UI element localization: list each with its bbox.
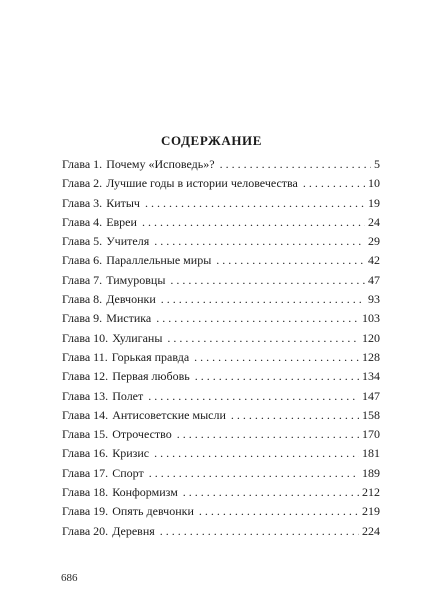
dot-leader bbox=[194, 348, 359, 367]
page-number: 24 bbox=[368, 214, 380, 229]
chapter-title: Кризис bbox=[112, 446, 150, 461]
chapter-title: Первая любовь bbox=[112, 369, 190, 384]
toc-entry bbox=[62, 522, 380, 541]
page-number: 93 bbox=[368, 292, 380, 307]
page-number: 47 bbox=[368, 272, 380, 287]
dot-leader bbox=[199, 502, 359, 521]
page-number: 42 bbox=[368, 253, 380, 268]
page-number: 224 bbox=[362, 523, 380, 538]
dot-leader bbox=[170, 271, 365, 290]
chapter-title: Горькая правда bbox=[111, 349, 190, 364]
toc-entry bbox=[62, 464, 380, 483]
page-number: 120 bbox=[362, 330, 380, 345]
toc-entry bbox=[62, 502, 380, 521]
toc-entry bbox=[62, 329, 380, 348]
toc-entry bbox=[62, 194, 380, 213]
toc-entry bbox=[62, 213, 380, 232]
page-number: 10 bbox=[368, 176, 380, 191]
page-number: 103 bbox=[362, 311, 380, 326]
page-number: 189 bbox=[362, 465, 380, 480]
page-number: 29 bbox=[368, 234, 380, 249]
dot-leader bbox=[148, 387, 359, 406]
dot-leader bbox=[216, 251, 365, 270]
toc-entry bbox=[62, 348, 380, 367]
chapter-title: Параллельные миры bbox=[106, 253, 212, 268]
chapter-number: Глава 1. bbox=[62, 157, 103, 171]
chapter-title: Спорт bbox=[112, 465, 144, 480]
chapter-title: Деревня bbox=[112, 523, 155, 538]
page-number: 212 bbox=[362, 485, 380, 500]
chapter-title: Девчонки bbox=[106, 292, 156, 307]
dot-leader bbox=[145, 194, 365, 213]
page-number: 128 bbox=[362, 349, 380, 364]
dot-leader bbox=[154, 444, 359, 463]
toc-entry bbox=[62, 232, 380, 251]
chapter-title: Полет bbox=[112, 388, 144, 403]
chapter-title: Антисоветские мысли bbox=[112, 407, 226, 422]
page-number: 5 bbox=[374, 157, 380, 171]
chapter-number: Глава 15. bbox=[62, 427, 109, 442]
toc-entry bbox=[62, 271, 380, 290]
page-title: СОДЕРЖАНИЕ bbox=[160, 132, 263, 148]
page-number: 158 bbox=[362, 407, 380, 422]
dot-leader bbox=[303, 174, 365, 193]
chapter-number: Глава 18. bbox=[62, 485, 109, 500]
dot-leader bbox=[156, 309, 359, 328]
chapter-number: Глава 8. bbox=[62, 292, 103, 307]
chapter-title: Конформизм bbox=[112, 485, 178, 500]
chapter-title: Отрочество bbox=[112, 427, 172, 442]
chapter-title: Учителя bbox=[106, 234, 150, 249]
toc-entry bbox=[62, 155, 380, 174]
page-number: 147 bbox=[362, 388, 380, 403]
chapter-number: Глава 19. bbox=[62, 504, 109, 519]
chapter-number: Глава 13. bbox=[62, 388, 109, 403]
page-number: 170 bbox=[362, 427, 380, 442]
chapter-title: Китыч bbox=[106, 195, 140, 210]
chapter-number: Глава 16. bbox=[62, 446, 109, 461]
dot-leader bbox=[231, 406, 359, 425]
chapter-title: Опять девчонки bbox=[112, 504, 194, 519]
page-number: 19 bbox=[368, 195, 380, 210]
dot-leader bbox=[142, 213, 365, 232]
table-of-contents bbox=[62, 155, 380, 541]
dot-leader bbox=[177, 425, 359, 444]
chapter-number: Глава 2. bbox=[62, 176, 103, 191]
toc-entry bbox=[62, 444, 380, 463]
chapter-number: Глава 5. bbox=[62, 234, 103, 249]
chapter-number: Глава 7. bbox=[62, 272, 103, 287]
chapter-number: Глава 6. bbox=[62, 253, 103, 268]
dot-leader bbox=[149, 464, 359, 483]
toc-entry bbox=[62, 251, 380, 270]
chapter-title: Лучшие годы в истории человечества bbox=[106, 176, 298, 191]
page-number: 219 bbox=[362, 504, 380, 519]
page-folio: 686 bbox=[61, 572, 78, 584]
dot-leader bbox=[183, 483, 359, 502]
chapter-number: Глава 10. bbox=[62, 330, 109, 345]
chapter-title: Евреи bbox=[106, 214, 137, 229]
toc-entry bbox=[62, 290, 380, 309]
toc-entry bbox=[62, 387, 380, 406]
chapter-number: Глава 14. bbox=[62, 407, 109, 422]
dot-leader bbox=[161, 290, 365, 309]
chapter-title: Хулиганы bbox=[112, 330, 163, 345]
chapter-title: Мистика bbox=[106, 311, 152, 326]
dot-leader bbox=[220, 155, 371, 174]
chapter-number: Глава 4. bbox=[62, 214, 103, 229]
dot-leader bbox=[167, 329, 359, 348]
toc-entry bbox=[62, 367, 380, 386]
toc-entry bbox=[62, 309, 380, 328]
chapter-title: Почему «Исповедь»? bbox=[106, 157, 215, 171]
dot-leader bbox=[195, 367, 359, 386]
chapter-number: Глава 17. bbox=[62, 465, 109, 480]
page-number: 134 bbox=[362, 369, 380, 384]
toc-entry bbox=[62, 174, 380, 193]
dot-leader bbox=[160, 522, 359, 541]
toc-entry bbox=[62, 483, 380, 502]
chapter-number: Глава 9. bbox=[62, 311, 103, 326]
page-number: 181 bbox=[362, 446, 380, 461]
toc-entry bbox=[62, 406, 380, 425]
toc-entry bbox=[62, 425, 380, 444]
chapter-number: Глава 3. bbox=[62, 195, 103, 210]
dot-leader bbox=[154, 232, 365, 251]
chapter-number: Глава 11. bbox=[62, 349, 108, 364]
chapter-title: Тимуровцы bbox=[106, 272, 166, 287]
chapter-number: Глава 20. bbox=[62, 523, 109, 538]
chapter-number: Глава 12. bbox=[62, 369, 109, 384]
